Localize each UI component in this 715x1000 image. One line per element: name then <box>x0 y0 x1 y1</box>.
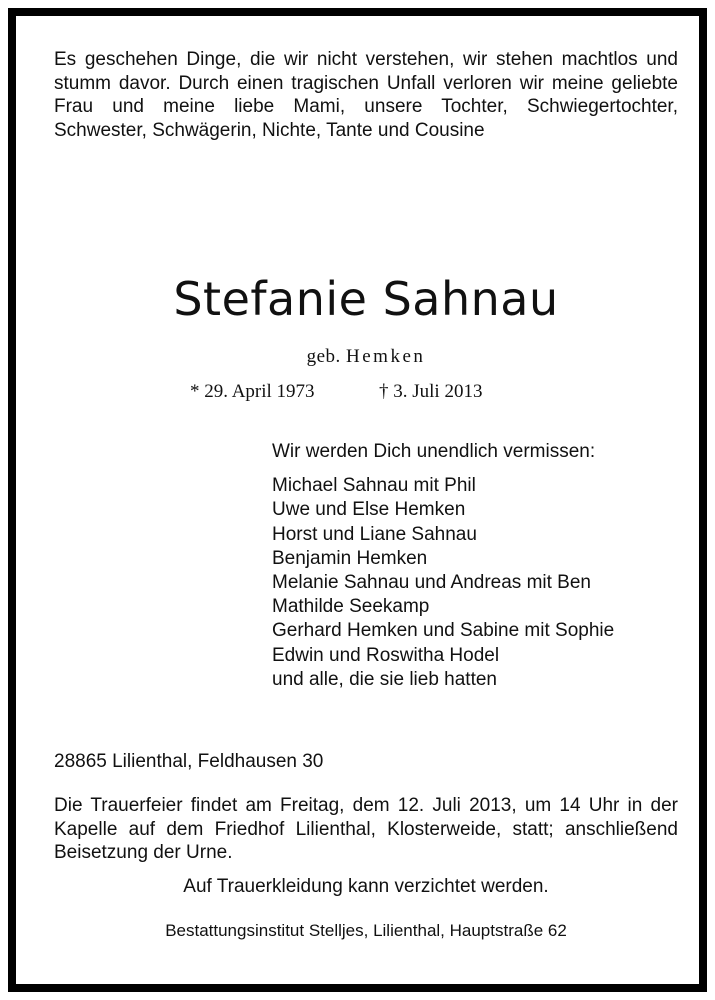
birth-date: * 29. April 1973 <box>190 381 315 402</box>
funeral-home: Bestattungsinstitut Stelljes, Lilienthal, Hauptstraße 62 <box>165 921 567 940</box>
mourner-item: Gerhard Hemken und Sabine mit Sophie <box>272 620 615 642</box>
mourners-list <box>272 474 614 692</box>
maiden-name-prefix: geb. <box>306 346 341 367</box>
mourners-lead: Wir werden Dich unendlich vermissen: <box>272 441 596 462</box>
mourner-item: Edwin und Roswitha Hodel <box>272 644 500 666</box>
maiden-surname: Hemken <box>346 346 426 367</box>
deceased-name: Stefanie Sahnau <box>173 272 559 326</box>
mourner-item: Uwe und Else Hemken <box>272 499 466 521</box>
mourner-item: Benjamin Hemken <box>272 547 428 569</box>
mourner-item: Horst und Liane Sahnau <box>272 523 477 545</box>
mourner-item: Michael Sahnau mit Phil <box>272 475 476 497</box>
dress-note: Auf Trauerkleidung kann verzichtet werden. <box>183 876 549 897</box>
death-date: † 3. Juli 2013 <box>379 381 483 402</box>
notice-border <box>8 8 707 992</box>
maiden-name <box>54 346 678 368</box>
mourners-block <box>272 440 614 692</box>
obituary-content <box>54 48 678 940</box>
mourner-item: Melanie Sahnau und Andreas mit Ben <box>272 572 591 594</box>
family-address: 28865 Lilienthal, Feldhausen 30 <box>54 751 324 772</box>
mourner-item: und alle, die sie lieb hatten <box>272 668 497 690</box>
intro-text: Es geschehen Dinge, die wir nicht verstehen, wir stehen machtlos und stumm davor. Durch einen tragischen Unfall verloren wir meine geliebte Frau und meine liebe Mami, unsere Tochter, Schwiegertochter, Schwester, Schwägerin, Nichte, Tante und Cousine <box>54 49 678 141</box>
mourner-item: Mathilde Seekamp <box>272 596 430 618</box>
service-info: Die Trauerfeier findet am Freitag, dem 12. Juli 2013, um 14 Uhr in der Kapelle auf dem Friedhof Lilienthal, Klosterweide, statt; anschließend Beisetzung der Urne. <box>54 795 678 863</box>
